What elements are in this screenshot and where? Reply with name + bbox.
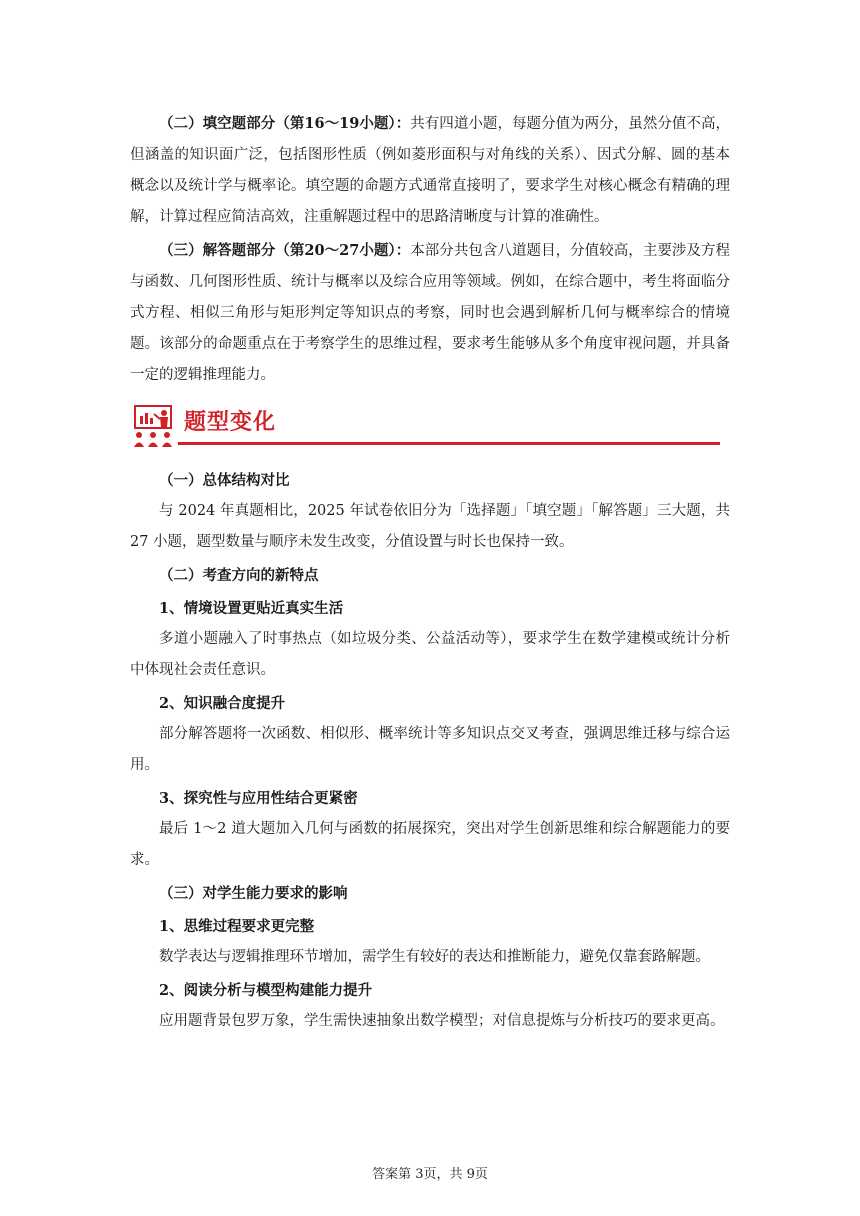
fill-in-text: 共有四道小题，每题分值为两分，虽然分值不高，但涵盖的知识面广泛，包括图形性质（例如菱形面积与对角线的关系）、因式分解、圆的基本概念以及统计学与概率论。填空题的命题方式通常直接明了，要求学生对核心概念有精确的理解，计算过程应简洁高效，注重解题过程中的思路清晰度与计算的准确性。 xyxy=(130,116,731,225)
overall-text: 与 2024 年真题相比，2025 年试卷依旧分为「选择题」「填空题」「解答题」三大题，共 27 小题，题型数量与顺序未发生改变，分值设置与时长也保持一致。 xyxy=(130,503,730,550)
paragraph-answer-section xyxy=(130,235,730,391)
page-footer: 答案第 3页，共 9页 xyxy=(372,1167,488,1182)
answer-heading: （三）解答题部分（第20～27小题）： xyxy=(159,242,411,259)
paragraph-fill-in-section xyxy=(130,108,730,233)
impact-2-text: 应用题背景包罗万象，学生需快速抽象出数学模型；对信息提炼与分析技巧的要求更高。 xyxy=(159,1013,725,1029)
presentation-classroom-icon xyxy=(130,403,176,449)
impact-1-title: 1、思维过程要求更完整 xyxy=(159,918,315,935)
answer-text: 本部分共包含八道题目，分值较高，主要涉及方程与函数、几何图形性质、统计与概率以及综合应用等领域。例如，在综合题中，考生将面临分式方程、相似三角形与矩形判定等知识点的考察，同时也会遇到解析几何与概率综合的情境题。该部分的命题重点在于考察学生的思维过程，要求考生能够从多个角度审视问题，并具备一定的逻辑推理能力。 xyxy=(130,243,731,383)
new-features-heading: （二）考查方向的新特点 xyxy=(159,567,319,584)
section-title: 题型变化 xyxy=(184,410,277,435)
overall-heading: （一）总体结构对比 xyxy=(159,472,290,489)
fill-in-heading: （二）填空题部分（第16～19小题）： xyxy=(159,115,411,132)
impact-1-text: 数学表达与逻辑推理环节增加，需学生有较好的表达和推断能力，避免仅靠套路解题。 xyxy=(159,949,710,965)
feature-3-title: 3、探究性与应用性结合更紧密 xyxy=(159,790,358,807)
impact-heading: （三）对学生能力要求的影响 xyxy=(159,885,348,902)
section-divider xyxy=(178,442,720,445)
feature-2-text: 部分解答题将一次函数、相似形、概率统计等多知识点交叉考查，强调思维迁移与综合运用。 xyxy=(130,726,730,773)
page-content xyxy=(130,108,730,1037)
feature-3-text: 最后 1～2 道大题加入几何与函数的拓展探究，突出对学生创新思维和综合解题能力的要求。 xyxy=(130,821,730,868)
section-header xyxy=(130,397,730,453)
feature-1-title: 1、情境设置更贴近真实生活 xyxy=(159,600,344,617)
feature-1-text: 多道小题融入了时事热点（如垃圾分类、公益活动等），要求学生在数学建模或统计分析中体现社会责任意识。 xyxy=(130,631,730,678)
impact-2-title: 2、阅读分析与模型构建能力提升 xyxy=(159,982,373,999)
feature-2-title: 2、知识融合度提升 xyxy=(159,695,286,712)
